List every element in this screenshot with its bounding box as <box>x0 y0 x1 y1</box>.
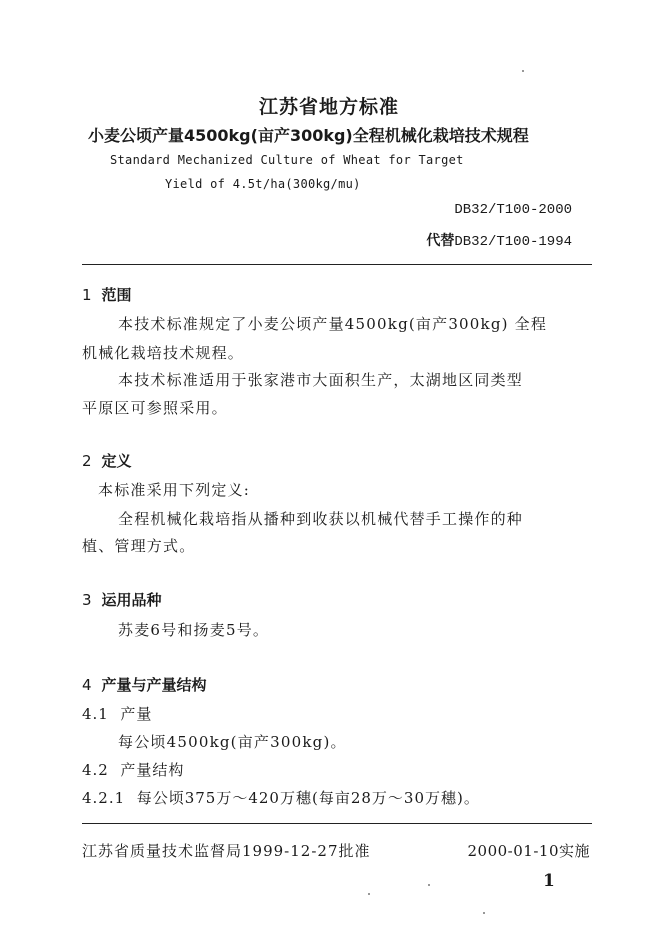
section-2-title: 定义 <box>101 452 132 470</box>
section-1-heading <box>82 284 132 305</box>
section-3-heading <box>82 589 162 610</box>
effective-date: 2000-01-10实施 <box>467 842 590 860</box>
section-1-title: 范围 <box>101 286 132 304</box>
scan-speck <box>483 912 485 914</box>
replaces-standard <box>426 230 572 250</box>
subsection-4-1-text: 每公顷4500kg(亩产300kg)。 <box>118 733 347 751</box>
scan-speck <box>522 70 524 72</box>
section-3-para-1: 苏麦6号和扬麦5号。 <box>118 621 270 639</box>
section-4-heading <box>82 674 207 695</box>
standard-number: DB32/T100-2000 <box>454 202 572 218</box>
issuing-authority: 江苏省质量技术监督局1999-12-27批准 <box>82 842 371 860</box>
page-number: 1 <box>543 871 555 891</box>
section-4-title: 产量与产量结构 <box>101 676 207 694</box>
scan-speck <box>428 884 430 886</box>
section-2-heading <box>82 450 132 471</box>
section-4-number: 4 <box>82 676 92 694</box>
replaces-number: DB32/T100-1994 <box>454 234 572 250</box>
subsection-4-1-number: 4.1 <box>82 705 109 723</box>
section-2-para-1-line-1: 全程机械化栽培指从播种到收获以机械代替手工操作的种 <box>118 510 524 528</box>
section-3-title: 运用品种 <box>101 591 162 609</box>
english-title-line-2: Yield of 4.5t/ha(300kg/mu) <box>165 177 361 191</box>
subsection-4-2-title: 产量结构 <box>120 761 185 779</box>
scan-speck <box>368 893 370 895</box>
document-title: 江苏省地方标准 <box>258 96 399 118</box>
replaces-label: 代替 <box>426 233 455 249</box>
section-1-para-1-line-1: 本技术标准规定了小麦公顷产量4500kg(亩产300kg) 全程 <box>118 315 548 333</box>
subsection-4-1-heading <box>82 703 152 724</box>
subsection-4-1-title: 产量 <box>120 705 153 723</box>
english-title-line-1: Standard Mechanized Culture of Wheat for Target <box>110 153 464 167</box>
subsection-4-2-heading <box>82 759 184 780</box>
section-2-para-1-line-2: 植、管理方式。 <box>82 537 196 555</box>
document-subtitle: 小麦公顷产量4500kg(亩产300kg)全程机械化栽培技术规程 <box>88 126 529 145</box>
subsection-4-2-1-text: 每公顷375万～420万穗(每亩28万～30万穗)。 <box>136 789 480 807</box>
section-1-para-2-line-1: 本技术标准适用于张家港市大面积生产，太湖地区同类型 <box>118 371 524 389</box>
footer-divider <box>82 823 592 824</box>
header-divider <box>82 264 592 265</box>
section-1-number: 1 <box>82 286 92 304</box>
section-2-intro: 本标准采用下列定义: <box>98 481 251 499</box>
section-1-para-2-line-2: 平原区可参照采用。 <box>82 399 228 417</box>
subsection-4-2-1-number: 4.2.1 <box>82 789 126 807</box>
section-3-number: 3 <box>82 591 92 609</box>
section-2-number: 2 <box>82 452 92 470</box>
subsection-4-2-1-line <box>82 787 480 808</box>
subsection-4-2-number: 4.2 <box>82 761 109 779</box>
section-1-para-1-line-2: 机械化栽培技术规程。 <box>82 344 245 362</box>
